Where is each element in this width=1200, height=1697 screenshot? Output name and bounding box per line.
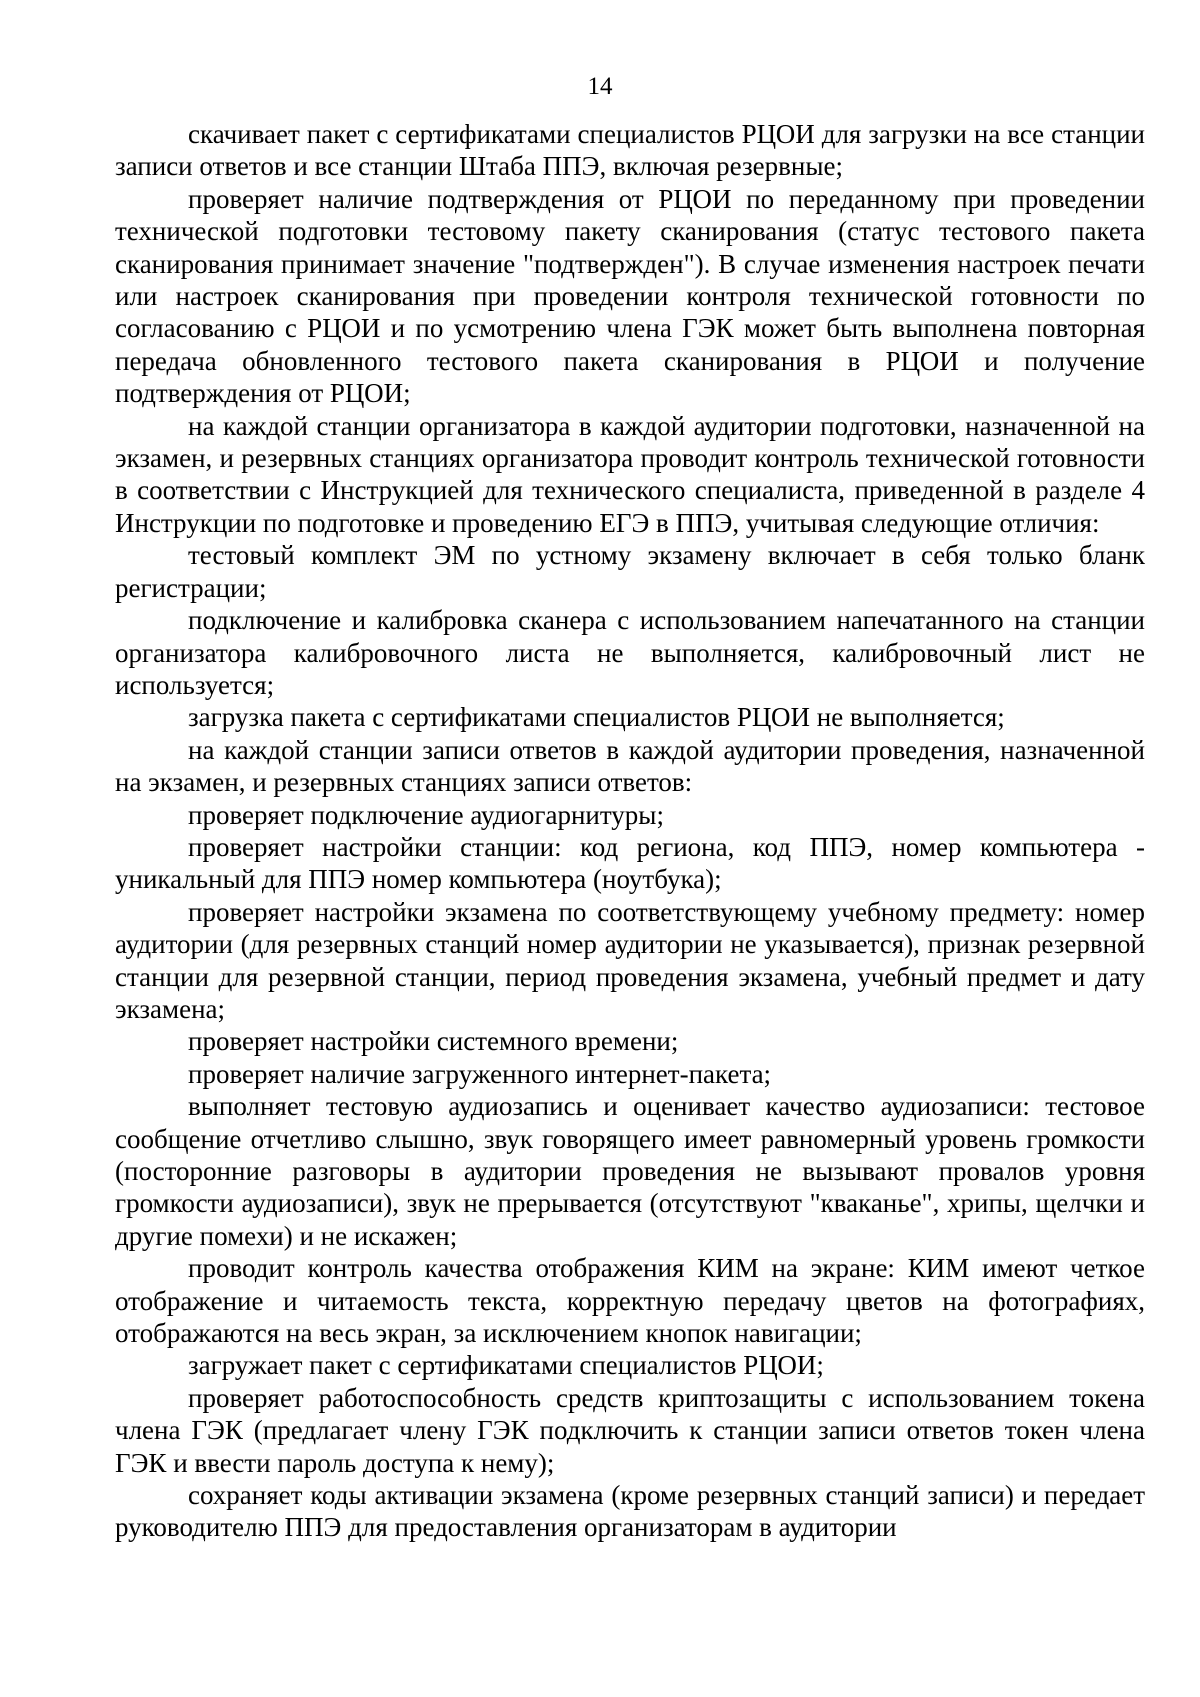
paragraph: проверяет подключение аудиогарнитуры; bbox=[188, 799, 664, 830]
document-body bbox=[115, 118, 1145, 1544]
paragraph: скачивает пакет с сертификатами специалистов РЦОИ для загрузки на все станции записи ответов и все станции Штаба ППЭ, включая резервные; bbox=[115, 119, 1145, 182]
paragraph: проверяет наличие загруженного интернет-пакета; bbox=[188, 1058, 772, 1089]
paragraph: подключение и калибровка сканера с использованием напечатанного на станции организатора калибровочного листа не выполняется, калибровочный лист не используется; bbox=[115, 605, 1145, 700]
paragraph: проверяет настройки станции: код региона, код ППЭ, номер компьютера - уникальный для ППЭ номер компьютера (ноутбука); bbox=[115, 831, 1145, 895]
paragraph: проверяет работоспособность средств криптозащиты с использованием токена члена ГЭК (предлагает члену ГЭК подключить к станции записи ответов токен члена ГЭК и ввести пароль доступа к нему); bbox=[115, 1382, 1145, 1478]
paragraph: проверяет настройки системного времени; bbox=[188, 1026, 679, 1057]
page-number: 14 bbox=[587, 73, 613, 100]
paragraph: сохраняет коды активации экзамена (кроме резервных станций записи) и передает руководителю ППЭ для предоставления организаторам в аудитории bbox=[115, 1480, 1145, 1543]
paragraph: на каждой станции организатора в каждой аудитории подготовки, назначенной на экзамен, и резервных станциях организатора проводит контроль технической готовности в соответствии с Инструкцией для технического специалиста, приведенной в разделе 4 Инструкции по подготовке и проведению ЕГЭ в ППЭ, учитывая следующие отличия: bbox=[115, 410, 1145, 538]
paragraph: на каждой станции записи ответов в каждой аудитории проведения, назначенной на экзамен, и резервных станциях записи ответов: bbox=[115, 734, 1145, 798]
paragraph: загружает пакет с сертификатами специалистов РЦОИ; bbox=[188, 1350, 824, 1381]
paragraph: выполняет тестовую аудиозапись и оценивает качество аудиозаписи: тестовое сообщение отчетливо слышно, звук говорящего имеет равномерный уровень громкости (посторонние разговоры в аудитории проведения не вызывают провалов уровня громкости аудиозаписи), звук не прерывается (отсутствуют "кваканье", хрипы, щелчки и другие помехи) и не искажен; bbox=[115, 1091, 1145, 1251]
paragraph: тестовый комплект ЭМ по устному экзамену включает в себя только бланк регистрации; bbox=[115, 540, 1145, 603]
paragraph: проверяет наличие подтверждения от РЦОИ по переданному при проведении технической подготовки тестовому пакету сканирования (статус тестового пакета сканирования принимает значение "подтвержден"). В случае изменения настроек печати или настроек сканирования при проведении контроля технической готовности по согласованию с РЦОИ и по усмотрению члена ГЭК может быть выполнена повторная передача обновленного тестового пакета сканирования в РЦОИ и получение подтверждения от РЦОИ; bbox=[115, 183, 1145, 409]
paragraph: проверяет настройки экзамена по соответствующему учебному предмету: номер аудитории (для резервных станций номер аудитории не указывается), признак резервной станции для резервной станции, период проведения экзамена, учебный предмет и дату экзамена; bbox=[115, 896, 1145, 1024]
paragraph: загрузка пакета с сертификатами специалистов РЦОИ не выполняется; bbox=[188, 702, 1005, 733]
paragraph: проводит контроль качества отображения КИМ на экране: КИМ имеют четкое отображение и читаемость текста, корректную передачу цветов на фотографиях, отображаются на весь экран, за исключением кнопок навигации; bbox=[115, 1253, 1145, 1349]
